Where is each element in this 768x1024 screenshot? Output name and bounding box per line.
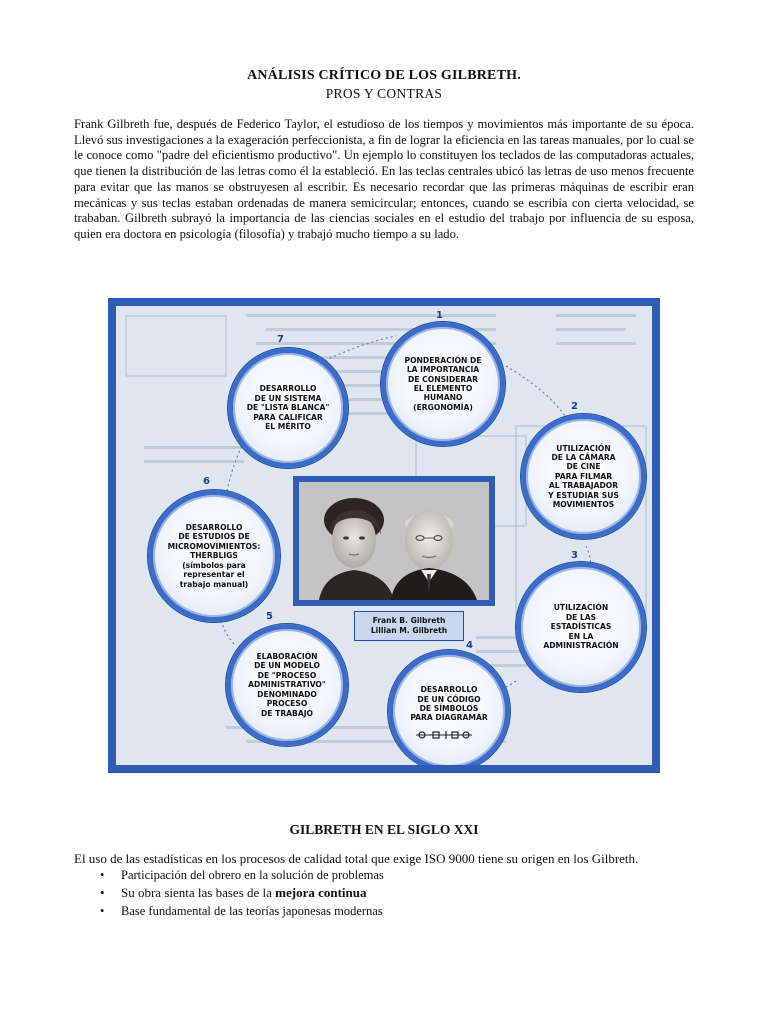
contribution-text-4: DESARROLLO DE UN CÓDIGO DE SÍMBOLOS PARA DIAGRAMAR (410, 685, 488, 723)
photo-frame (293, 476, 495, 606)
section-title: GILBRETH EN EL SIGLO XXI (289, 822, 479, 837)
bullet-list (100, 866, 384, 920)
contribution-circle-4 (388, 650, 510, 765)
bullet-item: • Participación del obrero en la solución de problemas (100, 866, 384, 884)
bullet-text: Su obra sienta las bases de la (121, 885, 276, 900)
therblig-symbols-icon (414, 730, 474, 740)
bullet-item (100, 884, 384, 902)
contribution-text-7: DESARROLLO DE UN SISTEMA DE "LISTA BLANCA" PARA CALIFICAR EL MÉRITO (246, 384, 330, 432)
document-title: ANÁLISIS CRÍTICO DE LOS GILBRETH. (247, 68, 521, 83)
document-subtitle: PROS Y CONTRAS (325, 86, 443, 101)
contribution-text-1: PONDERACIÓN DE LA IMPORTANCIA DE CONSIDERAR EL ELEMENTO HUMANO (ERGONOMÍA) (404, 355, 482, 412)
bullet-item: • Base fundamental de las teorías japonesas modernas (100, 902, 384, 920)
contribution-number-6: 6 (203, 476, 210, 487)
contribution-circle-2 (521, 414, 646, 539)
contribution-number-5: 5 (266, 611, 273, 622)
caption-line-frank: Frank B. Gilbreth (372, 616, 446, 625)
contribution-number-3: 3 (571, 550, 578, 561)
contribution-text-6: DESARROLLO DE ESTUDIOS DE MICROMOVIMIENTOS: THERBLIGS (símbolos para representar el trabajo manual) (167, 523, 261, 589)
intro-paragraph: Frank Gilbreth fue, después de Federico Taylor, el estudioso de los tiempos y movimientos más importante de su época. Llevó sus investigaciones a la exageración perfeccionista, a fin de lograr la eficiencia en las tareas manuales, por lo cual se le conoce como "padre del eficientismo productivo". Un ejemplo lo constituyen los teclados de las computadoras actuales, que tienen la distribución de las letras como él la estableció. En las teclas centrales ubicó las letras de uso menos frecuente para evitar que las manos se obstruyesen al escribir. Es necesario recordar que las primeras máquinas de escribir eran mecánicas y sus teclas estaban ordenadas de manera semicircular; entonces, cuando se escribía con cierta velocidad, se trababan. Gilbreth subrayó la importancia de las ciencias sociales en el estudio del trabajo por influencia de su esposa, quien era doctora en psicología (filosofía) y trabajó mucho tiempo a su lado. (74, 117, 694, 241)
contribution-text-2: UTILIZACIÓN DE LA CÁMARA DE CINE PARA FILMAR AL TRABAJADOR Y ESTUDIAR SUS MOVIMIENTOS (548, 443, 619, 510)
contribution-text-3: UTILIZACIÓN DE LAS ESTADÍSTICAS EN LA ADMINISTRACIÓN (543, 603, 619, 651)
contribution-circle-1 (381, 322, 505, 446)
contribution-number-4: 4 (466, 640, 473, 651)
caption-line-lillian: Lillian M. Gilbreth (370, 626, 448, 635)
contribution-circle-5 (226, 624, 348, 746)
gilbreth-portrait-photo (299, 482, 489, 600)
photo-caption (354, 611, 464, 641)
contribution-text-5: ELABORACIÓN DE UN MODELO DE "PROCESO ADMINISTRATIVO" DENOMINADO PROCESO DE TRABAJO (248, 652, 326, 718)
contribution-number-1: 1 (436, 310, 443, 321)
gilbreth-contributions-figure (108, 298, 660, 773)
contribution-number-2: 2 (571, 401, 578, 412)
portrait-illustration (299, 482, 489, 600)
contribution-number-7: 7 (277, 334, 284, 345)
contribution-circle-7 (228, 348, 348, 468)
figure-background (116, 306, 652, 765)
bullet-bold-text: mejora continua (275, 885, 367, 900)
section-intro: El uso de las estadísticas en los procesos de calidad total que exige ISO 9000 tiene su origen en los Gilbreth. (74, 851, 639, 866)
contribution-circle-6 (148, 490, 280, 622)
contribution-circle-3 (516, 562, 646, 692)
